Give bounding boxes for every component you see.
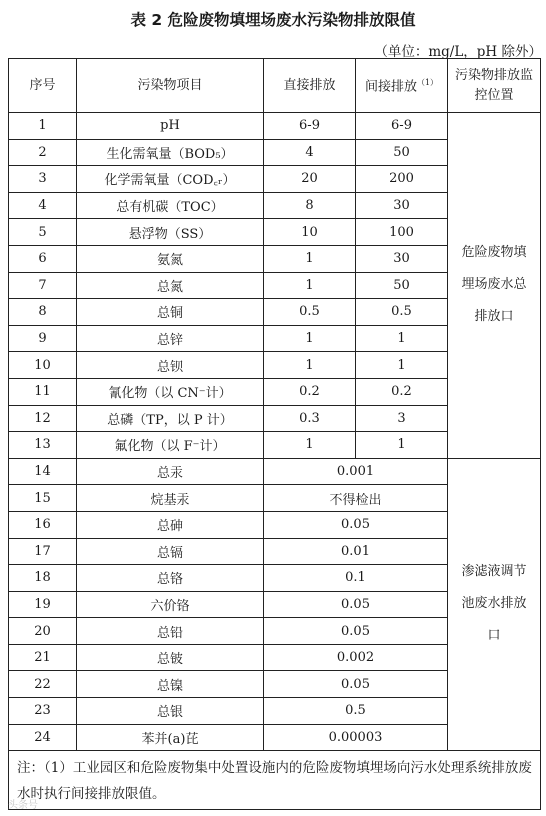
row-limit: 0.00003 <box>264 724 448 751</box>
row-direct: 1 <box>264 272 356 299</box>
row-item: 总铬 <box>77 565 264 592</box>
row-limit: 0.05 <box>264 511 448 538</box>
row-no: 4 <box>9 192 77 219</box>
row-item: 总铍 <box>77 644 264 671</box>
row-item: 总铜 <box>77 299 264 326</box>
header-item: 污染物项目 <box>77 59 264 113</box>
row-item: pH <box>77 113 264 140</box>
row-indirect: 1 <box>356 432 448 459</box>
row-item: 氰化物（以 CN⁻计） <box>77 378 264 405</box>
row-no: 6 <box>9 245 77 272</box>
header-indirect <box>356 59 448 113</box>
row-direct: 6-9 <box>264 113 356 140</box>
row-direct: 10 <box>264 219 356 246</box>
row-item: 总镍 <box>77 671 264 698</box>
row-no: 20 <box>9 618 77 645</box>
row-no: 7 <box>9 272 77 299</box>
row-no: 11 <box>9 378 77 405</box>
note-row <box>9 751 541 810</box>
row-limit: 0.5 <box>264 698 448 725</box>
row-indirect: 50 <box>356 272 448 299</box>
row-direct: 0.2 <box>264 378 356 405</box>
row-indirect: 3 <box>356 405 448 432</box>
row-no: 21 <box>9 644 77 671</box>
row-no: 9 <box>9 325 77 352</box>
row-no: 19 <box>9 591 77 618</box>
row-indirect: 1 <box>356 352 448 379</box>
row-indirect: 30 <box>356 245 448 272</box>
row-no: 1 <box>9 113 77 140</box>
row-item: 总氮 <box>77 272 264 299</box>
row-direct: 0.5 <box>264 299 356 326</box>
row-item: 氟化物（以 F⁻计） <box>77 432 264 459</box>
row-item: 总汞 <box>77 458 264 485</box>
row-item: 总铅 <box>77 618 264 645</box>
row-limit: 0.05 <box>264 671 448 698</box>
header-direct: 直接排放 <box>264 59 356 113</box>
row-limit: 0.01 <box>264 538 448 565</box>
row-no: 22 <box>9 671 77 698</box>
row-no: 13 <box>9 432 77 459</box>
row-direct: 1 <box>264 432 356 459</box>
row-item: 悬浮物（SS） <box>77 219 264 246</box>
row-no: 16 <box>9 511 77 538</box>
row-no: 2 <box>9 139 77 166</box>
row-direct: 1 <box>264 245 356 272</box>
row-indirect: 0.2 <box>356 378 448 405</box>
row-limit: 0.05 <box>264 591 448 618</box>
row-direct: 8 <box>264 192 356 219</box>
row-item: 烷基汞 <box>77 485 264 512</box>
row-item: 总钡 <box>77 352 264 379</box>
table-note: 注：（1）工业园区和危险废物集中处置设施内的危险废物填埋场向污水处理系统排放废水时执行间接排放限值。 <box>9 751 541 810</box>
table-title: 表 2 危险废物填埋场废水污染物排放限值 <box>130 11 416 29</box>
row-item: 化学需氧量（COD꜀ᵣ） <box>77 166 264 193</box>
table-row <box>9 113 541 140</box>
header-indirect-footnote: （1） <box>416 78 439 88</box>
row-indirect: 50 <box>356 139 448 166</box>
row-limit: 0.1 <box>264 565 448 592</box>
row-indirect: 200 <box>356 166 448 193</box>
header-no: 序号 <box>9 59 77 113</box>
row-no: 3 <box>9 166 77 193</box>
row-indirect: 30 <box>356 192 448 219</box>
row-no: 5 <box>9 219 77 246</box>
row-item: 苯并(a)芘 <box>77 724 264 751</box>
row-item: 生化需氧量（BOD₅） <box>77 139 264 166</box>
row-direct: 4 <box>264 139 356 166</box>
monitor-location-1: 危险废物填埋场废水总排放口 <box>448 113 541 459</box>
row-indirect: 0.5 <box>356 299 448 326</box>
row-item: 六价铬 <box>77 591 264 618</box>
header-row <box>9 59 541 113</box>
row-no: 23 <box>9 698 77 725</box>
row-item: 总镉 <box>77 538 264 565</box>
row-no: 15 <box>9 485 77 512</box>
row-indirect: 1 <box>356 325 448 352</box>
table-row <box>9 458 541 485</box>
row-no: 14 <box>9 458 77 485</box>
row-item: 氨氮 <box>77 245 264 272</box>
row-direct: 0.3 <box>264 405 356 432</box>
unit-note: （单位：mg/L，pH 除外） <box>374 44 542 60</box>
row-indirect: 6-9 <box>356 113 448 140</box>
row-no: 10 <box>9 352 77 379</box>
row-limit: 0.002 <box>264 644 448 671</box>
row-direct: 1 <box>264 352 356 379</box>
row-direct: 1 <box>264 325 356 352</box>
watermark: 头条号 <box>8 800 38 811</box>
row-no: 12 <box>9 405 77 432</box>
row-item: 总磷（TP，以 P 计） <box>77 405 264 432</box>
row-no: 24 <box>9 724 77 751</box>
row-indirect: 100 <box>356 219 448 246</box>
header-indirect-label: 间接排放 <box>364 79 417 95</box>
emission-limit-table <box>8 58 541 810</box>
row-limit: 0.001 <box>264 458 448 485</box>
row-limit: 0.05 <box>264 618 448 645</box>
row-item: 总有机碳（TOC） <box>77 192 264 219</box>
header-monitor: 污染物排放监控位置 <box>448 59 541 113</box>
row-direct: 20 <box>264 166 356 193</box>
row-no: 18 <box>9 565 77 592</box>
row-limit: 不得检出 <box>264 485 448 512</box>
row-no: 17 <box>9 538 77 565</box>
row-item: 总银 <box>77 698 264 725</box>
row-item: 总锌 <box>77 325 264 352</box>
monitor-location-2: 渗滤液调节池废水排放口 <box>448 458 541 751</box>
row-item: 总砷 <box>77 511 264 538</box>
row-no: 8 <box>9 299 77 326</box>
